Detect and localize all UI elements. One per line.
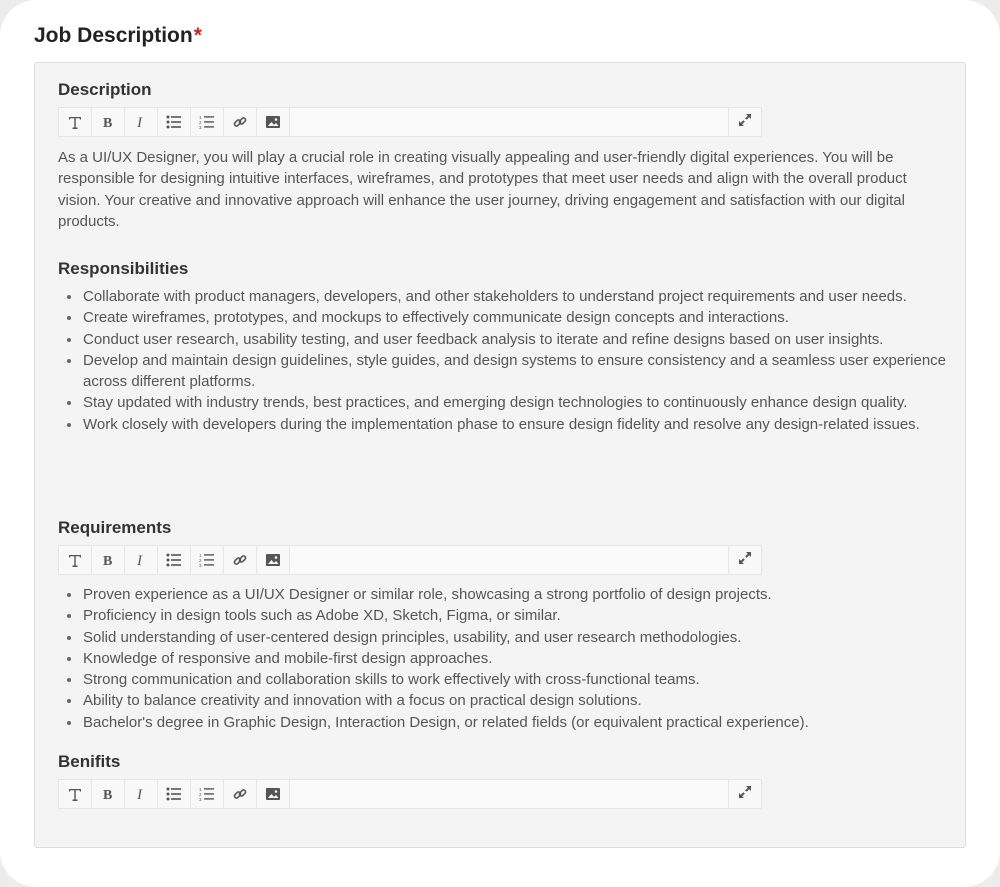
toolbar-spacer	[290, 546, 728, 574]
list-item: Ability to balance creativity and innovation with a focus on practical design solutions.	[83, 690, 953, 711]
numbered-list-icon	[199, 115, 215, 129]
benefits-toolbar-bulleted-list-button[interactable]	[158, 780, 191, 808]
expand-icon	[738, 551, 752, 570]
link-icon	[233, 115, 247, 129]
svg-text:1: 1	[199, 553, 202, 558]
italic-icon	[134, 786, 148, 802]
svg-text:1: 1	[199, 115, 202, 120]
benefits-toolbar-italic-button[interactable]	[125, 780, 158, 808]
benefits-toolbar-expand-button[interactable]	[728, 780, 761, 808]
description-toolbar-expand-button[interactable]	[728, 108, 761, 136]
benefits-toolbar	[58, 779, 762, 809]
svg-text:B: B	[103, 116, 113, 130]
requirements-toolbar-image-button[interactable]	[257, 546, 290, 574]
bulleted-list-icon	[166, 553, 182, 567]
description-toolbar-italic-button[interactable]	[125, 108, 158, 136]
heading-icon	[67, 786, 83, 802]
list-item: Collaborate with product managers, developers, and other stakeholders to understand project requirements and user needs.	[83, 286, 953, 307]
list-item: Stay updated with industry trends, best practices, and emerging design technologies to continuously enhance design quality.	[83, 392, 953, 413]
description-toolbar-bulleted-list-button[interactable]	[158, 108, 191, 136]
requirements-toolbar	[58, 545, 762, 575]
description-toolbar-link-button[interactable]	[224, 108, 257, 136]
svg-text:B: B	[103, 554, 113, 568]
image-icon	[265, 787, 281, 801]
description-toolbar-heading-button[interactable]	[59, 108, 92, 136]
svg-text:B: B	[103, 788, 113, 802]
description-label: Description	[58, 80, 152, 99]
requirements-toolbar-expand-button[interactable]	[728, 546, 761, 574]
list-item: Bachelor's degree in Graphic Design, Interaction Design, or related fields (or equivalent practical experience).	[83, 712, 953, 733]
expand-icon	[738, 785, 752, 804]
description-toolbar-bold-button[interactable]	[92, 108, 125, 136]
requirements-toolbar-heading-button[interactable]	[59, 546, 92, 574]
section-title-text: Job Description	[34, 24, 193, 47]
benefits-toolbar-image-button[interactable]	[257, 780, 290, 808]
svg-text:3: 3	[199, 125, 202, 129]
image-icon	[265, 115, 281, 129]
list-item: Proficiency in design tools such as Adobe XD, Sketch, Figma, or similar.	[83, 605, 953, 626]
description-toolbar-image-button[interactable]	[257, 108, 290, 136]
heading-icon	[67, 114, 83, 130]
list-item: Work closely with developers during the implementation phase to ensure design fidelity and resolve any design-related issues.	[83, 414, 953, 435]
benefits-toolbar-heading-button[interactable]	[59, 780, 92, 808]
benefits-label: Benifits	[58, 752, 121, 771]
benefits-toolbar-link-button[interactable]	[224, 780, 257, 808]
bold-icon	[101, 552, 115, 568]
required-mark: *	[193, 24, 202, 47]
responsibilities-label: Responsibilities	[58, 259, 189, 278]
list-item: Knowledge of responsive and mobile-first design approaches.	[83, 648, 953, 669]
description-text[interactable]: As a UI/UX Designer, you will play a crucial role in creating visually appealing and user-friendly digital experiences. You will be responsible for designing intuitive interfaces, wireframes, and prototypes that meet user needs and align with the overall product vision. Your creative and innovative approach will enhance the user journey, driving engagement and satisfaction with our digital products.	[58, 149, 907, 230]
toolbar-spacer	[290, 780, 728, 808]
numbered-list-icon	[199, 787, 215, 801]
description-toolbar-numbered-list-button[interactable]	[191, 108, 224, 136]
svg-text:1: 1	[199, 787, 202, 792]
link-icon	[233, 553, 247, 567]
bulleted-list-icon	[166, 787, 182, 801]
svg-text:2: 2	[199, 792, 202, 797]
link-icon	[233, 787, 247, 801]
list-item: Conduct user research, usability testing, and user feedback analysis to iterate and refine designs based on user insights.	[83, 329, 953, 350]
svg-text:I: I	[137, 553, 142, 568]
heading-icon	[67, 552, 83, 568]
svg-text:I: I	[137, 787, 142, 802]
italic-icon	[134, 552, 148, 568]
benefits-toolbar-numbered-list-button[interactable]	[191, 780, 224, 808]
image-icon	[265, 553, 281, 567]
svg-text:3: 3	[199, 563, 202, 567]
responsibilities-list[interactable]	[58, 286, 953, 435]
bold-icon	[101, 786, 115, 802]
list-item: Solid understanding of user-centered design principles, usability, and user research methodologies.	[83, 627, 953, 648]
job-description-panel	[34, 62, 966, 848]
description-toolbar	[58, 107, 762, 137]
italic-icon	[134, 114, 148, 130]
requirements-toolbar-bulleted-list-button[interactable]	[158, 546, 191, 574]
bulleted-list-icon	[166, 115, 182, 129]
requirements-toolbar-italic-button[interactable]	[125, 546, 158, 574]
bold-icon	[101, 114, 115, 130]
expand-icon	[738, 113, 752, 132]
requirements-toolbar-numbered-list-button[interactable]	[191, 546, 224, 574]
list-item: Create wireframes, prototypes, and mockups to effectively communicate design concepts and interactions.	[83, 307, 953, 328]
section-title	[34, 24, 202, 48]
requirements-toolbar-link-button[interactable]	[224, 546, 257, 574]
requirements-toolbar-bold-button[interactable]	[92, 546, 125, 574]
svg-text:2: 2	[199, 120, 202, 125]
toolbar-spacer	[290, 108, 728, 136]
list-item: Strong communication and collaboration skills to work effectively with cross-functional teams.	[83, 669, 953, 690]
requirements-label: Requirements	[58, 518, 172, 537]
svg-text:3: 3	[199, 797, 202, 801]
numbered-list-icon	[199, 553, 215, 567]
benefits-toolbar-bold-button[interactable]	[92, 780, 125, 808]
svg-text:I: I	[137, 115, 142, 130]
requirements-list[interactable]	[58, 584, 953, 733]
list-item: Develop and maintain design guidelines, style guides, and design systems to ensure consistency and a seamless user experience across different platforms.	[83, 350, 953, 393]
list-item: Proven experience as a UI/UX Designer or similar role, showcasing a strong portfolio of design projects.	[83, 584, 953, 605]
svg-text:2: 2	[199, 558, 202, 563]
